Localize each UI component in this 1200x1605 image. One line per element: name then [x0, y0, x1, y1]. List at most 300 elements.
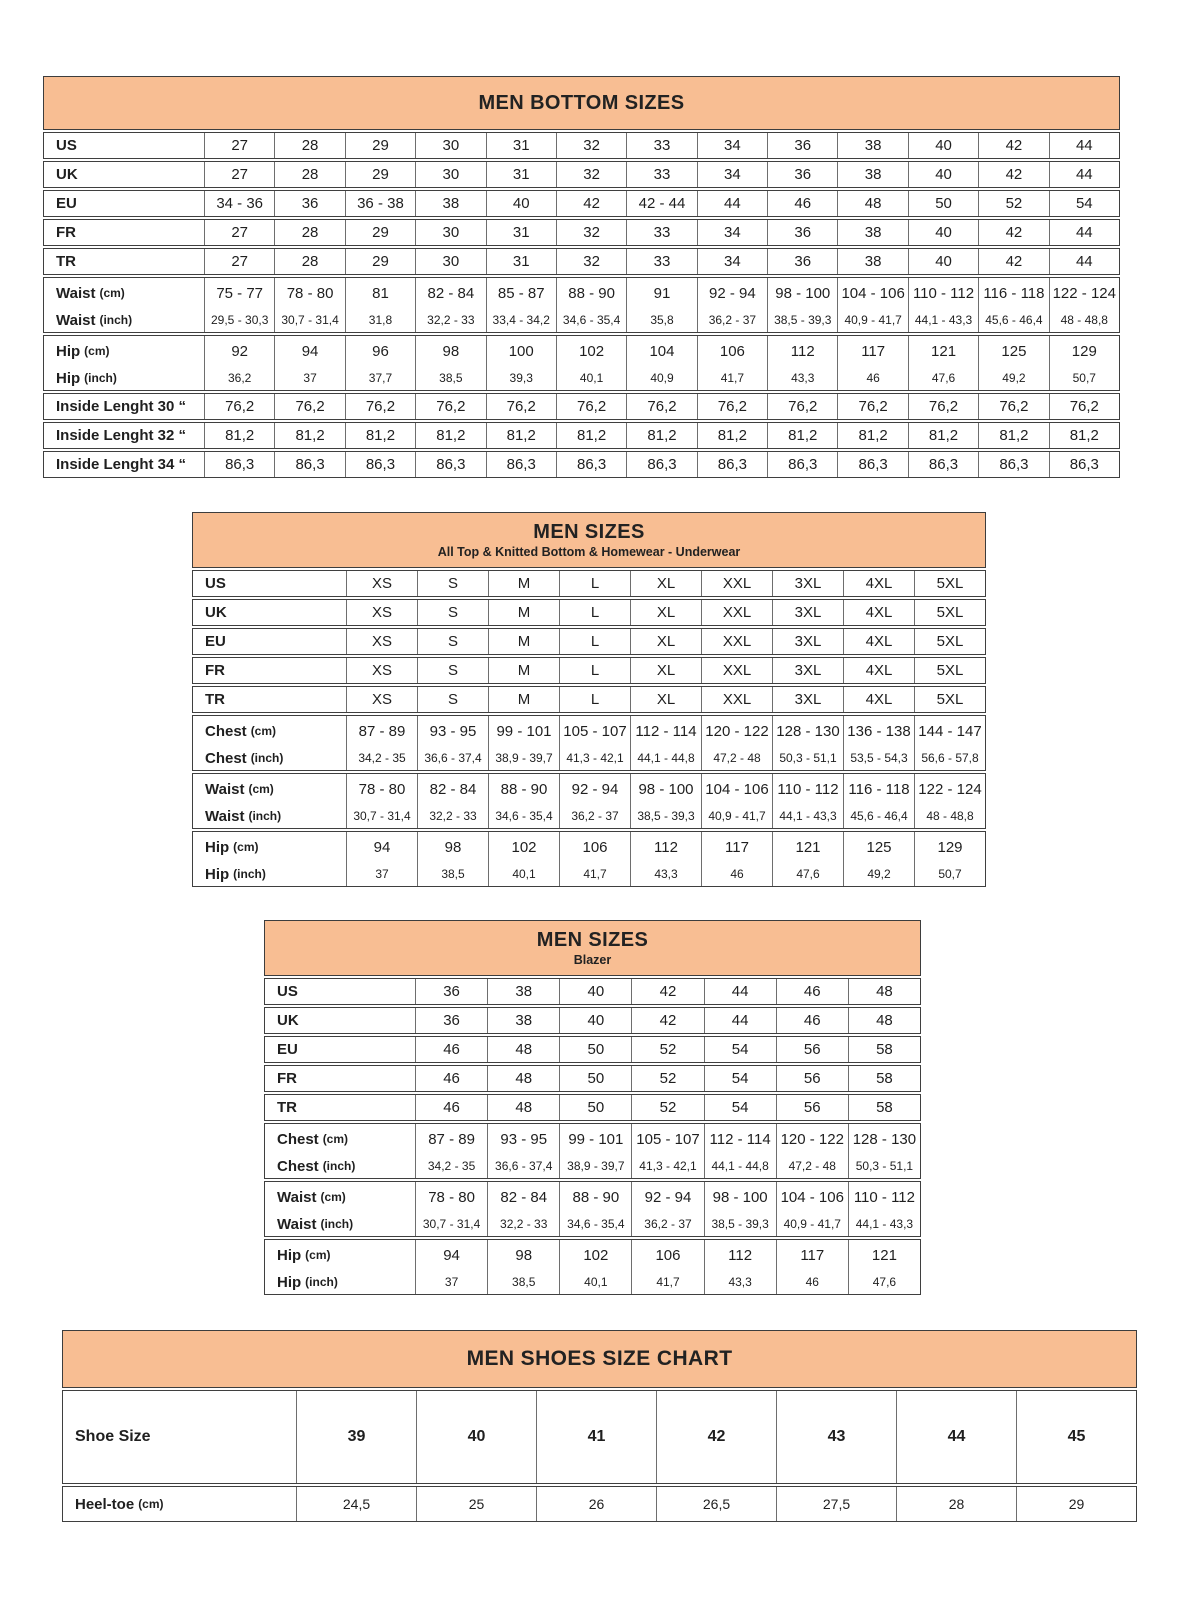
cell: 48 - 48,8: [914, 804, 985, 828]
cell: 87 - 89: [346, 716, 417, 746]
cell: 52: [631, 1066, 703, 1091]
cell: XL: [630, 687, 701, 712]
row-group: [43, 335, 1120, 391]
row-group: [264, 1036, 921, 1063]
cell: 78 - 80: [274, 278, 344, 308]
cell: M: [488, 571, 559, 596]
cell: 40,9 - 41,7: [776, 1212, 848, 1236]
cell: 92: [204, 336, 274, 366]
cell: M: [488, 600, 559, 625]
cell: 40: [416, 1391, 536, 1483]
cell: 99 - 101: [488, 716, 559, 746]
cell: 93 - 95: [417, 716, 488, 746]
cell: 120 - 122: [701, 716, 772, 746]
row-label-text: Hip: [277, 1273, 302, 1291]
table-row: [193, 804, 985, 828]
cell: 105 - 107: [631, 1124, 703, 1154]
cell: 81,2: [556, 423, 626, 448]
cell: 34: [697, 249, 767, 274]
table-title: MEN BOTTOM SIZES: [478, 91, 685, 114]
cell: 86,3: [697, 452, 767, 477]
cell: 33: [626, 162, 696, 187]
row-label-text: Heel-toe: [75, 1495, 135, 1513]
cell: 122 - 124: [914, 774, 985, 804]
cell: 76,2: [204, 394, 274, 419]
cell: 44: [697, 191, 767, 216]
row-group: [264, 1094, 921, 1121]
cell: 76,2: [908, 394, 978, 419]
table-title: MEN SIZES: [536, 929, 649, 951]
row-label: [193, 746, 346, 770]
cell: S: [417, 629, 488, 654]
cell: L: [559, 687, 630, 712]
cell: 39: [296, 1391, 416, 1483]
row-label-unit: (cm): [84, 344, 110, 358]
row-label-unit: (cm): [233, 840, 259, 854]
cell: 102: [556, 336, 626, 366]
cell: 27: [204, 220, 274, 245]
men-bottom-sizes-header: [43, 76, 1120, 130]
cell: 76,2: [697, 394, 767, 419]
cell: 52: [631, 1095, 703, 1120]
table-row: [265, 1154, 920, 1178]
cell: 48: [848, 979, 920, 1004]
row-label: [44, 394, 204, 419]
row-label-unit: (inch): [84, 371, 117, 385]
cell: 53,5 - 54,3: [843, 746, 914, 770]
cell: 52: [978, 191, 1048, 216]
row-label-text: Inside Lenght 32 “: [56, 427, 187, 444]
cell: 129: [1049, 336, 1119, 366]
cell: 48: [848, 1008, 920, 1033]
cell: 128 - 130: [848, 1124, 920, 1154]
row-label: [193, 571, 346, 596]
row-label: [265, 979, 415, 1004]
row-label: [193, 600, 346, 625]
cell: L: [559, 600, 630, 625]
table-row: [193, 571, 985, 596]
row-group: [192, 686, 986, 713]
row-label-text: Hip: [56, 342, 81, 360]
cell: 105 - 107: [559, 716, 630, 746]
cell: M: [488, 658, 559, 683]
row-label-text: Waist: [277, 1215, 317, 1233]
cell: 30: [415, 249, 485, 274]
table-row: [265, 1240, 920, 1270]
cell: 86,3: [626, 452, 696, 477]
row-group: [43, 132, 1120, 159]
cell: XS: [346, 658, 417, 683]
row-label-text: US: [205, 575, 226, 592]
cell: 56: [776, 1037, 848, 1062]
cell: 44: [1049, 162, 1119, 187]
row-label: [44, 336, 204, 366]
cell: 38,5: [417, 862, 488, 886]
cell: 27: [204, 162, 274, 187]
cell: 120 - 122: [776, 1124, 848, 1154]
cell: 43,3: [704, 1270, 776, 1294]
cell: 104 - 106: [837, 278, 907, 308]
row-group: [62, 1390, 1137, 1484]
cell: 94: [415, 1240, 487, 1270]
cell: 47,2 - 48: [701, 746, 772, 770]
row-label-unit: (inch): [250, 751, 284, 765]
cell: 41: [536, 1391, 656, 1483]
row-label-text: Waist: [205, 780, 245, 798]
cell: 28: [274, 220, 344, 245]
cell: 38: [487, 1008, 559, 1033]
cell: 82 - 84: [417, 774, 488, 804]
table-row: [265, 1095, 920, 1120]
row-label: [44, 452, 204, 477]
cell: 86,3: [345, 452, 415, 477]
cell: 46: [776, 979, 848, 1004]
cell: 32: [556, 249, 626, 274]
cell: 81,2: [767, 423, 837, 448]
table-body: [43, 132, 1120, 478]
row-group: [192, 657, 986, 684]
row-label-unit: (inch): [233, 867, 266, 881]
cell: XS: [346, 600, 417, 625]
cell: 96: [345, 336, 415, 366]
row-label-text: Waist: [277, 1188, 317, 1206]
cell: 104 - 106: [776, 1182, 848, 1212]
table-row: [265, 1008, 920, 1033]
cell: 41,7: [559, 862, 630, 886]
cell: XL: [630, 600, 701, 625]
cell: 34,6 - 35,4: [559, 1212, 631, 1236]
table-row: [265, 1182, 920, 1212]
cell: 44,1 - 43,3: [908, 308, 978, 332]
cell: 32: [556, 133, 626, 158]
cell: 112 - 114: [704, 1124, 776, 1154]
cell: XL: [630, 629, 701, 654]
cell: 50: [908, 191, 978, 216]
row-label: [63, 1487, 296, 1521]
cell: XS: [346, 687, 417, 712]
cell: 45: [1016, 1391, 1136, 1483]
cell: 98: [417, 832, 488, 862]
cell: 4XL: [843, 600, 914, 625]
row-label-text: FR: [56, 224, 76, 241]
cell: 85 - 87: [486, 278, 556, 308]
row-label: [265, 1212, 415, 1236]
cell: 98 - 100: [704, 1182, 776, 1212]
cell: 102: [488, 832, 559, 862]
cell: L: [559, 629, 630, 654]
table-row: [193, 687, 985, 712]
cell: 54: [704, 1037, 776, 1062]
cell: 46: [415, 1095, 487, 1120]
cell: 88 - 90: [559, 1182, 631, 1212]
cell: 46: [415, 1066, 487, 1091]
cell: XXL: [701, 658, 772, 683]
cell: 98 - 100: [767, 278, 837, 308]
table-row: [265, 1212, 920, 1236]
table-row: [265, 1124, 920, 1154]
row-label: [265, 1066, 415, 1091]
table-row: [193, 774, 985, 804]
cell: 54: [1049, 191, 1119, 216]
row-label: [265, 1240, 415, 1270]
cell: 45,6 - 46,4: [843, 804, 914, 828]
table-row: [265, 1270, 920, 1294]
table-row: [44, 308, 1119, 332]
cell: 30,7 - 31,4: [415, 1212, 487, 1236]
cell: 128 - 130: [772, 716, 843, 746]
cell: 46: [837, 366, 907, 390]
cell: 47,2 - 48: [776, 1154, 848, 1178]
cell: 92 - 94: [559, 774, 630, 804]
cell: 75 - 77: [204, 278, 274, 308]
cell: 30: [415, 133, 485, 158]
row-label: [44, 162, 204, 187]
cell: 38,5 - 39,3: [767, 308, 837, 332]
row-group: [192, 599, 986, 626]
row-label: [44, 278, 204, 308]
cell: 54: [704, 1095, 776, 1120]
row-label: [44, 133, 204, 158]
row-group: [43, 219, 1120, 246]
row-label-text: Chest: [277, 1157, 319, 1175]
cell: 49,2: [843, 862, 914, 886]
row-group: [264, 1065, 921, 1092]
cell: 81: [345, 278, 415, 308]
row-group: [43, 248, 1120, 275]
cell: 31: [486, 162, 556, 187]
row-label: [265, 1095, 415, 1120]
row-label-unit: (inch): [320, 1217, 354, 1231]
cell: 81,2: [837, 423, 907, 448]
cell: 38,5 - 39,3: [630, 804, 701, 828]
cell: 116 - 118: [843, 774, 914, 804]
cell: 50: [559, 1066, 631, 1091]
cell: 121: [772, 832, 843, 862]
cell: 110 - 112: [772, 774, 843, 804]
row-label-unit: (inch): [248, 809, 282, 823]
cell: 33: [626, 133, 696, 158]
cell: S: [417, 658, 488, 683]
cell: 38,5: [487, 1270, 559, 1294]
row-group: [264, 1181, 921, 1237]
cell: 40,9 - 41,7: [837, 308, 907, 332]
cell: 81,2: [697, 423, 767, 448]
cell: 50,3 - 51,1: [772, 746, 843, 770]
cell: 40,1: [556, 366, 626, 390]
table-row: [44, 191, 1119, 216]
cell: 58: [848, 1037, 920, 1062]
table-row: [63, 1487, 1136, 1521]
cell: 144 - 147: [914, 716, 985, 746]
cell: 36,2 - 37: [559, 804, 630, 828]
cell: 102: [559, 1240, 631, 1270]
cell: 32,2 - 33: [487, 1212, 559, 1236]
cell: 76,2: [626, 394, 696, 419]
cell: 36: [415, 979, 487, 1004]
table-row: [193, 716, 985, 746]
cell: 44: [1049, 249, 1119, 274]
cell: 78 - 80: [346, 774, 417, 804]
table-row: [44, 162, 1119, 187]
row-group: [43, 422, 1120, 449]
cell: 112 - 114: [630, 716, 701, 746]
row-label-text: Chest: [205, 749, 247, 767]
cell: 76,2: [978, 394, 1048, 419]
cell: 50,7: [1049, 366, 1119, 390]
row-label-text: Hip: [205, 865, 230, 883]
cell: 42: [631, 979, 703, 1004]
table-row: [193, 600, 985, 625]
cell: 38: [837, 133, 907, 158]
cell: 42: [556, 191, 626, 216]
cell: 36,6 - 37,4: [487, 1154, 559, 1178]
cell: 3XL: [772, 658, 843, 683]
table-row: [193, 658, 985, 683]
cell: XL: [630, 658, 701, 683]
cell: 110 - 112: [908, 278, 978, 308]
cell: 87 - 89: [415, 1124, 487, 1154]
cell: 41,3 - 42,1: [631, 1154, 703, 1178]
cell: 35,8: [626, 308, 696, 332]
men-shoes-size-table: [62, 1330, 1137, 1522]
table-row: [193, 629, 985, 654]
cell: 5XL: [914, 629, 985, 654]
row-label-unit: (cm): [250, 724, 277, 738]
cell: S: [417, 687, 488, 712]
men-sizes-top-table: [192, 512, 986, 887]
table-row: [44, 249, 1119, 274]
row-group: [43, 190, 1120, 217]
cell: 36 - 38: [345, 191, 415, 216]
cell: 94: [346, 832, 417, 862]
cell: 94: [274, 336, 344, 366]
cell: XXL: [701, 687, 772, 712]
row-label: [44, 220, 204, 245]
table-body: [62, 1390, 1137, 1522]
cell: 121: [848, 1240, 920, 1270]
cell: 46: [776, 1008, 848, 1033]
cell: 38: [415, 191, 485, 216]
row-label-text: Waist: [56, 284, 96, 302]
cell: S: [417, 571, 488, 596]
cell: 76,2: [486, 394, 556, 419]
row-label-unit: (cm): [305, 1248, 331, 1262]
cell: 40,1: [559, 1270, 631, 1294]
table-row: [193, 832, 985, 862]
cell: 31: [486, 133, 556, 158]
cell: 100: [486, 336, 556, 366]
row-label-text: Inside Lenght 30 “: [56, 398, 187, 415]
cell: 81,2: [274, 423, 344, 448]
cell: 46: [776, 1270, 848, 1294]
cell: 40: [486, 191, 556, 216]
cell: 88 - 90: [488, 774, 559, 804]
cell: 76,2: [274, 394, 344, 419]
cell: 38,9 - 39,7: [488, 746, 559, 770]
table-row: [63, 1391, 1136, 1483]
table-row: [44, 452, 1119, 477]
cell: 31,8: [345, 308, 415, 332]
cell: 86,3: [415, 452, 485, 477]
cell: 32,2 - 33: [415, 308, 485, 332]
table-row: [44, 278, 1119, 308]
cell: XXL: [701, 629, 772, 654]
table-title: MEN SIZES: [533, 521, 645, 543]
cell: 88 - 90: [556, 278, 626, 308]
cell: 110 - 112: [848, 1182, 920, 1212]
cell: 34: [697, 162, 767, 187]
cell: 117: [837, 336, 907, 366]
cell: 86,3: [837, 452, 907, 477]
row-label-unit: (inch): [99, 313, 133, 327]
cell: 34,6 - 35,4: [556, 308, 626, 332]
cell: XXL: [701, 600, 772, 625]
cell: 36: [767, 162, 837, 187]
row-label: [193, 658, 346, 683]
row-group: [192, 628, 986, 655]
cell: 5XL: [914, 600, 985, 625]
cell: 86,3: [486, 452, 556, 477]
table-title: MEN SHOES SIZE CHART: [466, 1347, 733, 1370]
cell: 39,3: [486, 366, 556, 390]
cell: 81,2: [1049, 423, 1119, 448]
cell: 38: [837, 249, 907, 274]
cell: L: [559, 658, 630, 683]
table-row: [193, 746, 985, 770]
row-label-text: UK: [56, 166, 78, 183]
cell: 34: [697, 220, 767, 245]
cell: 125: [843, 832, 914, 862]
cell: 5XL: [914, 571, 985, 596]
cell: XXL: [701, 571, 772, 596]
table-row: [265, 1037, 920, 1062]
cell: 5XL: [914, 658, 985, 683]
cell: M: [488, 629, 559, 654]
row-label: [63, 1391, 296, 1483]
row-label-text: TR: [205, 691, 225, 708]
cell: 44,1 - 43,3: [772, 804, 843, 828]
cell: 34,2 - 35: [346, 746, 417, 770]
cell: 56,6 - 57,8: [914, 746, 985, 770]
cell: 40: [908, 249, 978, 274]
cell: 44,1 - 44,8: [630, 746, 701, 770]
cell: 29: [1016, 1487, 1136, 1521]
row-label-unit: (cm): [320, 1190, 346, 1204]
cell: 42 - 44: [626, 191, 696, 216]
row-label-text: Chest: [205, 722, 247, 740]
row-label-text: US: [277, 983, 298, 1000]
row-label-unit: (cm): [322, 1132, 349, 1146]
cell: 112: [704, 1240, 776, 1270]
cell: 32: [556, 220, 626, 245]
cell: 41,7: [631, 1270, 703, 1294]
cell: 99 - 101: [559, 1124, 631, 1154]
table-row: [44, 336, 1119, 366]
cell: 29: [345, 162, 415, 187]
cell: 37: [415, 1270, 487, 1294]
row-label: [265, 1270, 415, 1294]
cell: 40: [559, 979, 631, 1004]
row-group: [264, 1007, 921, 1034]
cell: 86,3: [908, 452, 978, 477]
cell: 78 - 80: [415, 1182, 487, 1212]
cell: 117: [701, 832, 772, 862]
cell: 38: [487, 979, 559, 1004]
cell: 38: [837, 220, 907, 245]
cell: 45,6 - 46,4: [978, 308, 1048, 332]
cell: 43,3: [767, 366, 837, 390]
cell: 32: [556, 162, 626, 187]
